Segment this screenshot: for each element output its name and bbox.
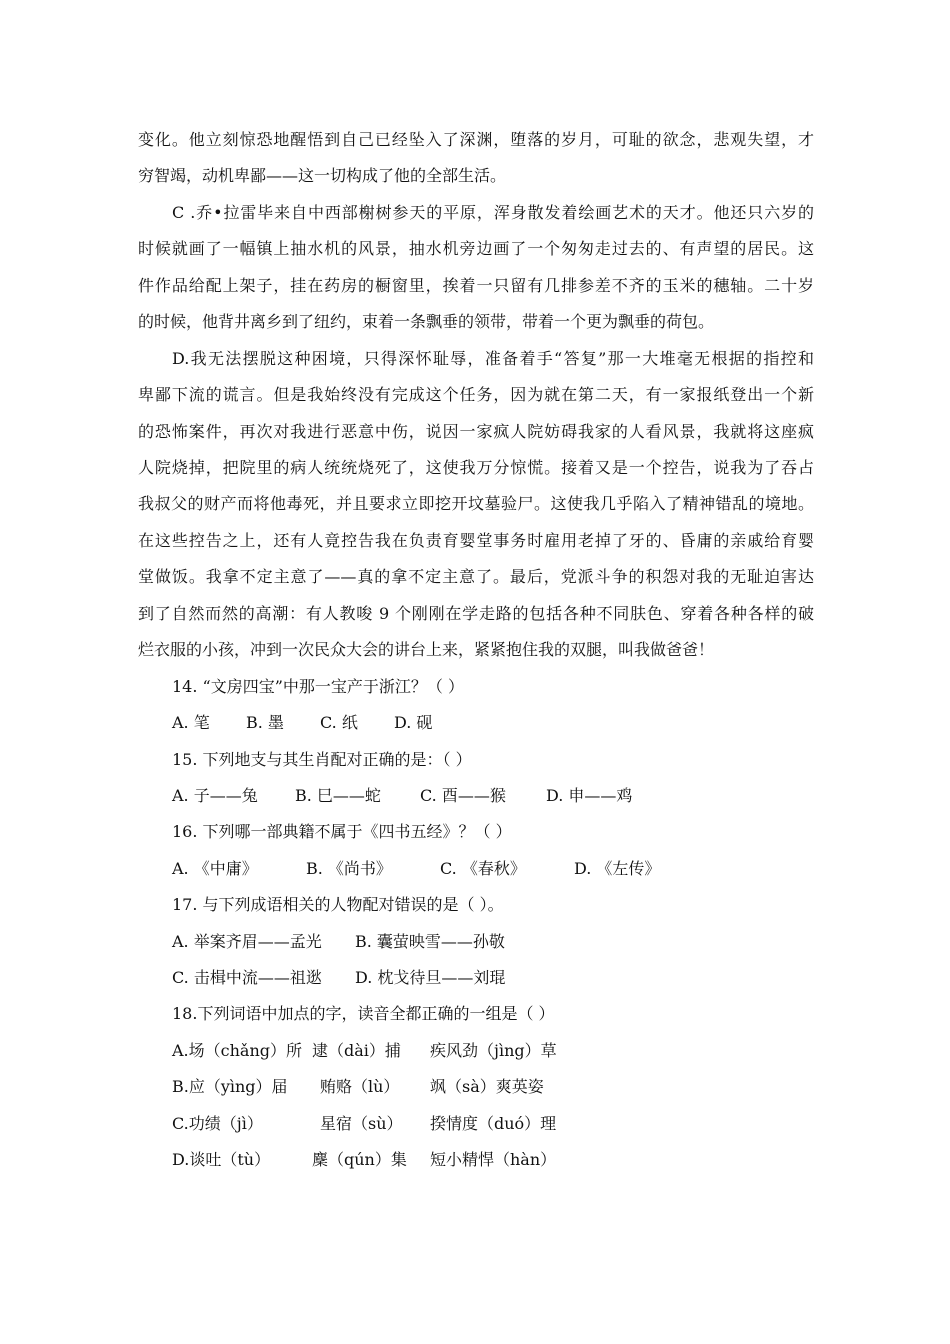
- question-17-option-d[interactable]: D. 枕戈待旦——刘琨: [355, 968, 506, 987]
- question-15-option-c[interactable]: C. 酉——猴: [420, 786, 506, 805]
- passage-d-line-1: D.我无法摆脱这种困境，只得深怀耻辱，准备着手“答复”那一大堆毫无根据的指控和: [172, 349, 814, 368]
- question-17-option-a[interactable]: A. 举案齐眉——孟光: [172, 932, 322, 951]
- question-17-stem: 17. 与下列成语相关的人物配对错误的是（ ）。: [172, 895, 504, 914]
- passage-b-line-1: 变化。他立刻惊恐地醒悟到自己已经坠入了深渊，堕落的岁月，可耻的欲念，悲观失望，才: [138, 130, 814, 149]
- passage-d-line-7: 堂做饭。我拿不定主意了——真的拿不定主意了。最后，党派斗争的积怨对我的无耻迫害达: [138, 567, 814, 586]
- question-15-stem: 15. 下列地支与其生肖配对正确的是：（ ）: [172, 750, 472, 769]
- question-16-stem: 16. 下列哪一部典籍不属于《四书五经》？（ ）: [172, 822, 512, 841]
- question-18-stem: 18.下列词语中加点的字，读音全都正确的一组是（ ）: [172, 1004, 555, 1023]
- question-18-option-b-1[interactable]: B.应（yìng）届: [172, 1077, 288, 1096]
- question-16-option-d[interactable]: D. 《左传》: [574, 859, 661, 878]
- question-18-option-c-3: 揆情度（duó）理: [430, 1114, 557, 1133]
- question-18-option-b-2: 贿赂（lù）: [320, 1077, 400, 1096]
- question-18-option-b-3: 飒（sà）爽英姿: [430, 1077, 544, 1096]
- passage-d-line-4: 人院烧掉，把院里的病人统统烧死了，这使我万分惊慌。接着又是一个控告，说我为了吞占: [138, 458, 814, 477]
- question-18-option-a-1[interactable]: A.场（chǎng）所: [172, 1041, 302, 1060]
- question-18-option-a-3: 疾风劲（jìng）草: [430, 1041, 557, 1060]
- question-18-option-c-1[interactable]: C.功绩（jì）: [172, 1114, 263, 1133]
- question-18-option-d-1[interactable]: D.谈吐（tù）: [172, 1150, 271, 1169]
- passage-c-line-4: 的时候，他背井离乡到了纽约，束着一条飘垂的领带，带着一个更为飘垂的荷包。: [138, 312, 715, 331]
- question-17-option-b[interactable]: B. 囊萤映雪——孙敬: [355, 932, 505, 951]
- passage-d-line-6: 在这些控告之上，还有人竟控告我在负责育婴堂事务时雇用老掉了牙的、昏庸的亲戚给育婴: [138, 531, 814, 550]
- question-16-option-b[interactable]: B. 《尚书》: [306, 859, 392, 878]
- question-14-option-d[interactable]: D. 砚: [394, 713, 433, 732]
- passage-c-line-3: 件作品给配上架子，挂在药房的橱窗里，挨着一只留有几排参差不齐的玉米的穗轴。二十岁: [138, 276, 814, 295]
- question-18-option-d-3: 短小精悍（hàn）: [430, 1150, 557, 1169]
- question-17-option-c[interactable]: C. 击楫中流——祖逖: [172, 968, 322, 987]
- passage-d-line-2: 卑鄙下流的谎言。但是我始终没有完成这个任务，因为就在第二天，有一家报纸登出一个新: [138, 385, 814, 404]
- question-18-option-c-2: 星宿（sù）: [320, 1114, 403, 1133]
- passage-b-line-2: 穷智竭，动机卑鄙——这一切构成了他的全部生活。: [138, 166, 507, 185]
- passage-d-line-8: 到了自然而然的高潮：有人教唆 9 个刚刚在学走路的包括各种不同肤色、穿着各种各样的破: [138, 604, 814, 623]
- question-15-option-b[interactable]: B. 巳——蛇: [295, 786, 381, 805]
- passage-c-line-1: C .乔•拉雷毕来自中西部榭树参天的平原，浑身散发着绘画艺术的天才。他还只六岁的: [172, 203, 814, 222]
- question-16-option-a[interactable]: A. 《中庸》: [172, 859, 258, 878]
- question-14-option-b[interactable]: B. 墨: [246, 713, 284, 732]
- question-15-option-d[interactable]: D. 申——鸡: [546, 786, 633, 805]
- passage-c-line-2: 时候就画了一幅镇上抽水机的风景，抽水机旁边画了一个匆匆走过去的、有声望的居民。这: [138, 239, 814, 258]
- question-14-option-a[interactable]: A. 笔: [172, 713, 210, 732]
- question-14-stem: 14. “文房四宝”中那一宝产于浙江？（ ）: [172, 677, 464, 696]
- passage-d-line-5: 我叔父的财产而将他毒死，并且要求立即挖开坟墓验尸。这使我几乎陷入了精神错乱的境地。: [138, 494, 814, 513]
- question-15-option-a[interactable]: A. 子——兔: [172, 786, 258, 805]
- passage-d-line-9: 烂衣服的小孩，冲到一次民众大会的讲台上来，紧紧抱住我的双腿，叫我做爸爸！: [138, 640, 715, 659]
- question-18-option-a-2: 逮（dài）捕: [312, 1041, 401, 1060]
- question-18-option-d-2: 麇（qún）集: [312, 1150, 407, 1169]
- question-16-option-c[interactable]: C. 《春秋》: [440, 859, 526, 878]
- question-14-option-c[interactable]: C. 纸: [320, 713, 358, 732]
- passage-d-line-3: 的恐怖案件，再次对我进行恶意中伤，说因一家疯人院妨碍我家的人看风景，我就将这座疯: [138, 422, 814, 441]
